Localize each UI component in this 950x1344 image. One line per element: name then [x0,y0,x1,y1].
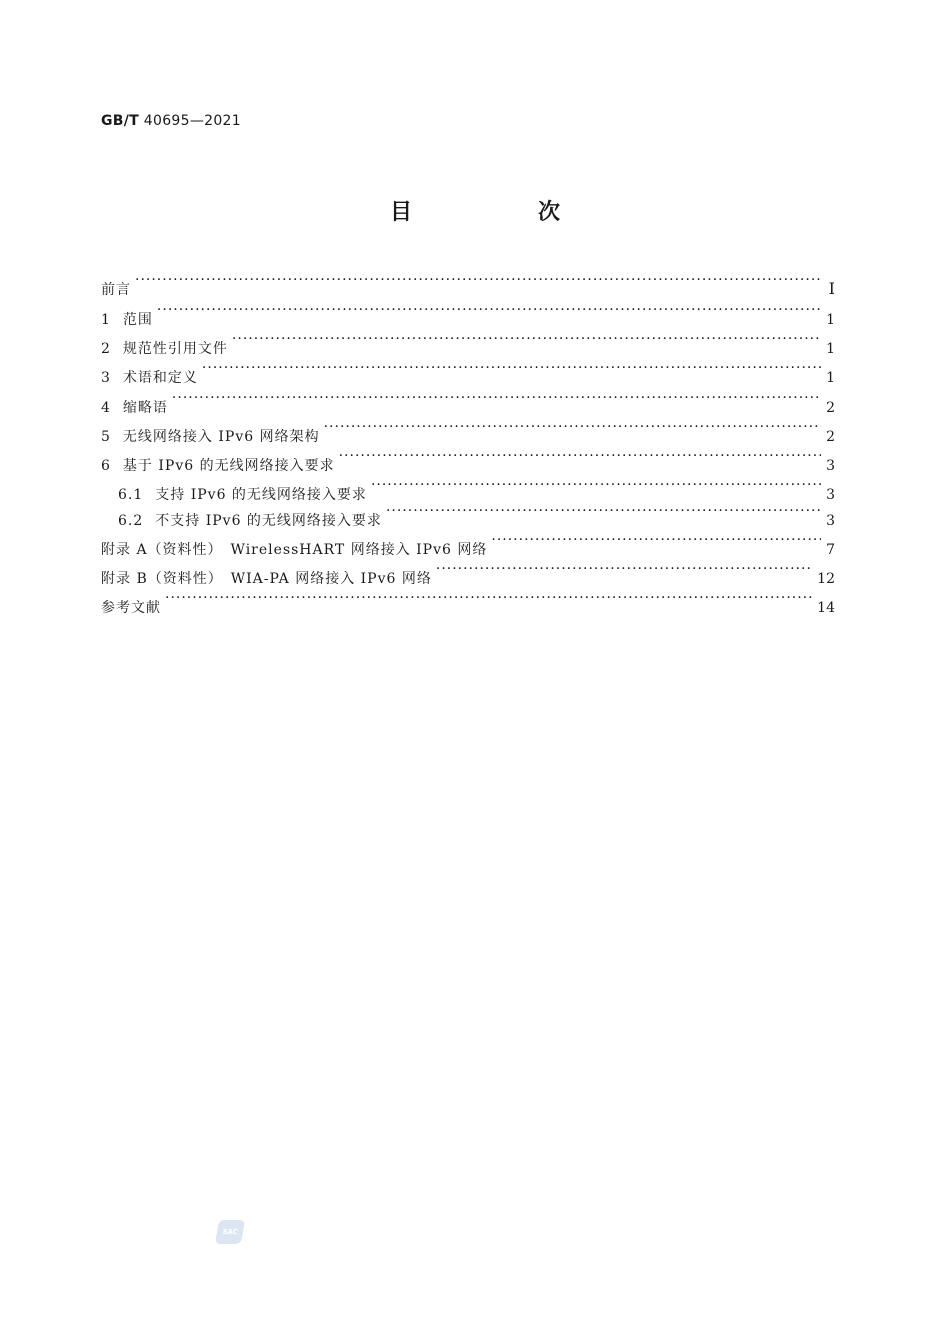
sac-logo [215,1220,245,1244]
toc-entry-label: 6.1 支持 IPv6 的无线网络接入要求 [118,484,367,506]
toc-entry-label: 2 规范性引用文件 [101,338,228,360]
toc-entry-annex-a[interactable] [101,532,835,558]
dot-leader [386,503,821,525]
toc-entry-label: 附录 A（资料性） WirelessHART 网络接入 IPv6 网络 [101,542,488,558]
toc-entry-label: 前言 [101,282,131,298]
toc-entry-page: 3 [826,487,835,503]
toc-entry-label: 3 术语和定义 [101,367,198,389]
toc-entry-scope[interactable] [101,302,835,328]
toc-entry-label: 4 缩略语 [101,397,168,419]
section-number: 5 [101,429,111,445]
toc-entry-label: 1 范围 [101,309,153,331]
dot-leader [202,360,821,382]
toc-entry-page: 12 [817,571,835,587]
toc-entry-requirements-ipv6-supported[interactable] [118,477,835,503]
dot-leader [165,590,813,612]
toc-entry-label: 6 基于 IPv6 的无线网络接入要求 [101,455,335,477]
toc-entry-label: 参考文献 [101,600,161,616]
toc-entry-abbreviations[interactable] [101,390,835,416]
section-number: 2 [101,341,111,357]
toc-entry-normative-references[interactable] [101,331,835,357]
dot-leader [232,331,821,353]
standard-code: GB/T [101,113,140,129]
section-number: 4 [101,400,111,416]
toc-title: 目 次 [389,200,612,225]
toc-entry-page: 7 [826,542,835,558]
dot-leader [491,532,821,554]
toc-entry-page: 2 [826,400,835,416]
toc-entry-foreword[interactable] [101,272,835,298]
toc-entry-page: 3 [826,513,835,529]
toc-entry-label: 5 无线网络接入 IPv6 网络架构 [101,426,320,448]
dot-leader [339,448,821,470]
logo-text: SAC [221,1228,239,1236]
standard-number [101,113,241,129]
toc-entry-page: 2 [826,429,835,445]
section-number: 6 [101,458,111,474]
toc-entry-requirements-ipv6-unsupported[interactable] [118,503,835,529]
toc-entry-label: 附录 B（资料性） WIA-PA 网络接入 IPv6 网络 [101,571,432,587]
toc-entry-bibliography[interactable] [101,590,835,616]
section-number: 3 [101,370,111,386]
toc-entry-annex-b[interactable] [101,561,835,587]
toc-entry-requirements[interactable] [101,448,835,474]
section-number: 1 [101,312,111,328]
dot-leader [172,390,821,412]
dot-leader [436,561,813,583]
toc-entry-page: 3 [826,458,835,474]
dot-leader [157,302,821,324]
dot-leader [135,272,821,294]
toc-entry-architecture[interactable] [101,419,835,445]
standard-year-number: 40695—2021 [143,113,241,129]
toc-entry-page: 14 [817,600,835,616]
toc-entry-label: 6.2 不支持 IPv6 的无线网络接入要求 [118,510,382,532]
toc-entry-page: 1 [826,370,835,386]
section-number: 6.1 [118,487,144,503]
toc-entry-page: 1 [826,341,835,357]
toc-entry-page: 1 [826,312,835,328]
toc-entry-page: Ⅰ [828,279,835,298]
dot-leader [324,419,821,441]
section-number: 6.2 [118,513,144,529]
toc-entry-terms-definitions[interactable] [101,360,835,386]
dot-leader [371,477,821,499]
